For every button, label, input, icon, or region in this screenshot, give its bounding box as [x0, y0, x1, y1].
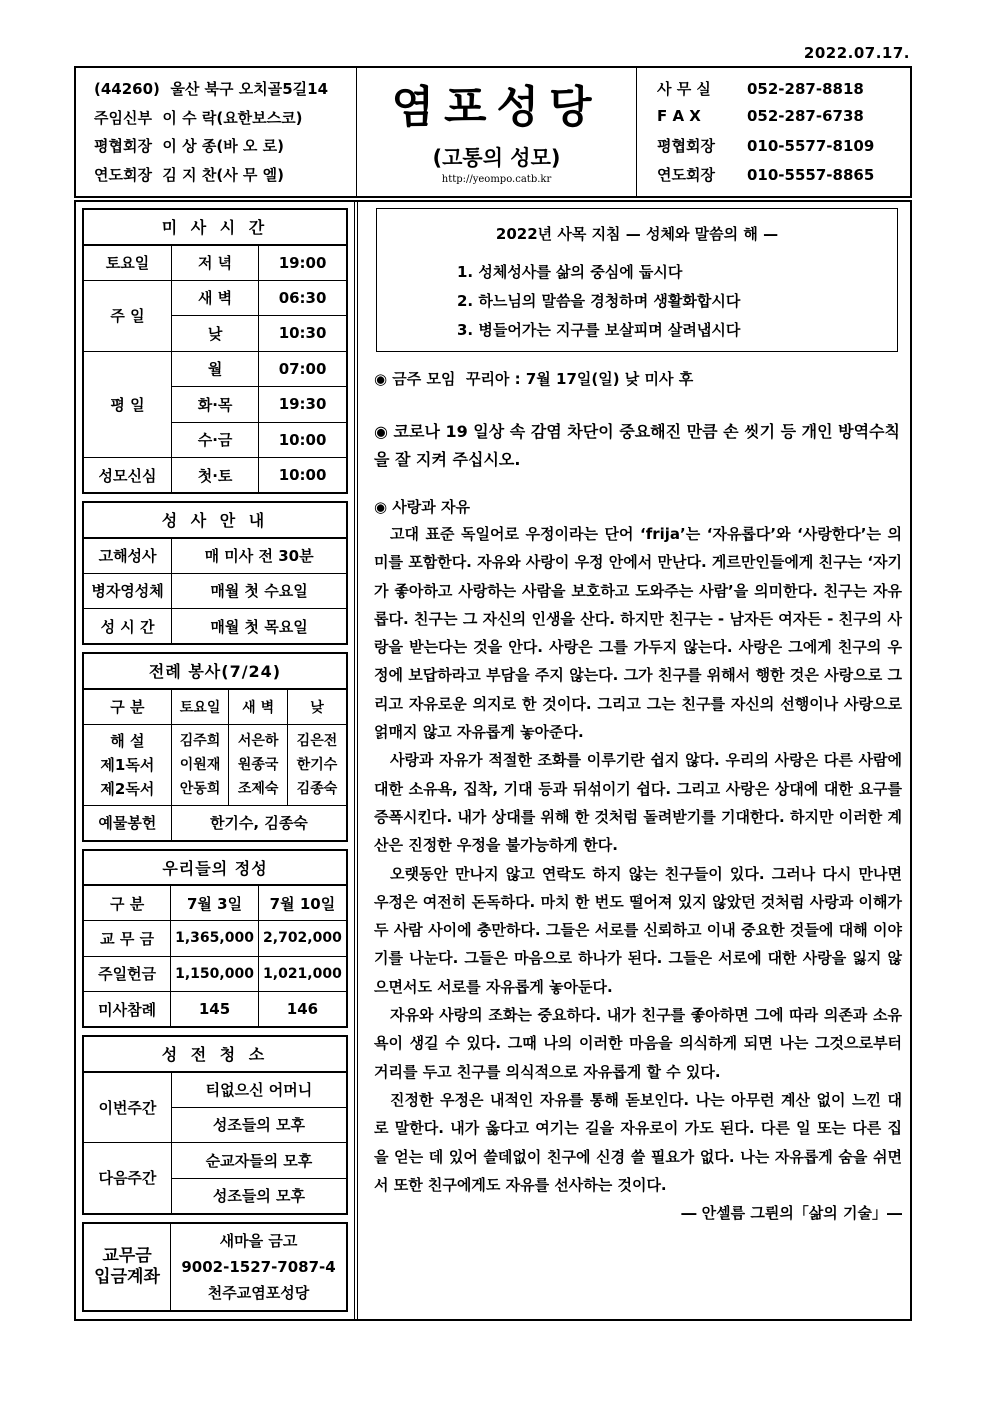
essay-body [374, 520, 902, 1227]
offering-title: 우리들의 정성 [83, 850, 347, 886]
covid-notice: ◉ 코로나 19 일상 속 감염 차단이 중요해진 만큼 손 씻기 등 개인 방역수칙을 잘 지켜 주십시오. [374, 422, 900, 469]
guideline-item: 1. 성체성사를 삶의 중심에 둡시다 [457, 263, 683, 281]
table-row: 성조들의 모후 [83, 1178, 347, 1214]
table-row: 고해성사 매 미사 전 30분 [83, 538, 347, 574]
left-column [82, 208, 348, 1312]
table-row: 평 일 월 07:00 [83, 351, 347, 387]
essay-paragraph: 고대 표준 독일어로 우정이라는 단어 ‘frija’는 ‘자유롭다’와 ‘사랑한다’는 의미를 포함한다. 자유와 사랑이 우정 안에서 만난다. 게르만인들에게 친구는 ‘자기가 좋아하고 사랑하는 사람을 보호하고 도와주는 사람’을 의미한다. 친구는 자유롭다. 친구는 그 자신의 인생을 산다. 하지만 친구는 - 남자든 여자든 - 친구의 사랑을 받는다는 것을 안다. 사랑은 그를 가두지 않는다. 사랑은 그에게 친구의 우정에 보답하라고 부담을 주지 않는다. 그가 친구를 위해서 행한 것은 사랑으로 그리고 자유로운 의지로 한 것이다. 그리고 그는 친구를 자신의 선행이나 사랑으로 얽매지 않고 자유롭게 놓아준다. [374, 525, 902, 742]
table-row: 성모신심 첫·토 10:00 [83, 458, 347, 494]
liturgy-table [82, 652, 348, 842]
mass-times-table [82, 208, 348, 494]
essay-paragraph: 자유와 사랑의 조화는 중요하다. 내가 친구를 좋아하면 그에 따라 의존과 소유욕이 생길 수 있다. 그때 나의 이러한 마음을 의식하게 되면 나는 그것으로부터 거리를 두고 친구를 의식적으로 자유롭게 할 수 있다. [374, 1006, 902, 1081]
parish-title: 염포성당 [391, 82, 602, 133]
bulletin-body [74, 200, 912, 1321]
contact-line: 연도회장 010-5557-8865 [657, 165, 875, 184]
column-divider [354, 202, 358, 1319]
table-row: 주 일 새 벽 06:30 [83, 280, 347, 316]
essay-paragraph: 사랑과 자유가 적절한 조화를 이루기란 쉽지 않다. 우리의 사랑은 다른 사람에 대한 소유욕, 집착, 기대 등과 뒤섞이기 쉽다. 그리고 사랑은 상대에 대한 요구를 증폭시킨다. 내가 상대를 위해 한 것처럼 돌려받기를 기대한다. 하지만 이러한 계산은 진정한 우정을 불가능하게 한다. [374, 751, 902, 855]
essay-title: ◉ 사랑과 자유 [374, 498, 470, 516]
parish-subtitle: (고통의 성모) [432, 146, 561, 170]
guideline-item: 3. 병들어가는 지구를 보살피며 살려냅시다 [457, 321, 741, 339]
table-row: 성조들의 모후 [83, 1107, 347, 1143]
table-row: 다음주간 순교자들의 모후 [83, 1143, 347, 1179]
parish-title-block [357, 68, 637, 196]
table-row: 병자영성체 매월 첫 수요일 [83, 573, 347, 609]
table-row: 교무금 입금계좌 새마을 금고 9002-1527-7087-4 천주교염포성당 [83, 1223, 347, 1311]
info-line: 연도회장 김 지 찬(사 무 엘) [94, 165, 284, 184]
table-row: 미사참례 145 146 [83, 992, 347, 1028]
table-row: 교 무 금 1,365,000 2,702,000 [83, 921, 347, 957]
parish-info [76, 68, 357, 196]
contact-line: F A X 052-287-6738 [657, 106, 864, 125]
table-row: 구 분 토요일 새 벽 낮 [83, 689, 347, 725]
table-row: 성 시 간 매월 첫 목요일 [83, 609, 347, 645]
sacrament-title: 성 사 안 내 [83, 502, 347, 538]
table-row: 낮 10:30 [83, 316, 347, 352]
cleaning-title: 성 전 청 소 [83, 1036, 347, 1072]
table-row: 이번주간 티없으신 어머니 [83, 1072, 347, 1108]
issue-date: 2022.07.17. [803, 44, 910, 62]
parish-url[interactable]: http://yeompo.catb.kr [441, 174, 552, 185]
bulletin-header [74, 66, 912, 198]
contact-line: 평협회장 010-5577-8109 [657, 137, 875, 155]
mass-times-title: 미 사 시 간 [83, 209, 347, 245]
table-row: 예물봉헌 한기수, 김종숙 [83, 805, 347, 841]
table-row: 토요일 저 녁 19:00 [83, 245, 347, 281]
pastoral-guideline-box [376, 208, 898, 352]
table-row: 수·금 10:00 [83, 422, 347, 458]
guideline-title: 2022년 사목 지침 — 성체와 말씀의 해 — [495, 225, 779, 243]
info-line: (44260) 울산 북구 오치골5길14 [94, 80, 329, 98]
essay-paragraph: 오랫동안 만나지 않고 연락도 하지 않는 친구들이 있다. 그러나 다시 만나면 우정은 여전히 돈독하다. 마치 한 번도 떨어져 있지 않았던 것처럼 사랑과 이해가 두 사람 사이에 충만하다. 그들은 서로를 신뢰하고 이내 중요한 것들에 대해 이야기를 나눈다. 그들은 마음으로 하나가 된다. 그들은 서로에 대한 사랑을 잃지 않으면서도 서로를 자유롭게 놓아둔다. [374, 864, 902, 996]
account-label: 교무금 입금계좌 [83, 1223, 171, 1311]
info-line: 평협회장 이 상 종(바 오 로) [94, 137, 284, 155]
sacrament-table [82, 501, 348, 645]
cleaning-table [82, 1035, 348, 1215]
table-row: 해 설 제1독서 제2독서 김주희 이원재 안동희 서은하 원종국 조제숙 김은전 한기수 김종숙 [83, 724, 347, 805]
contact-line: 사 무 실 052-287-8818 [657, 80, 864, 98]
essay-source: ― 안셀름 그륀의「삶의 기술」― [681, 1204, 902, 1223]
table-row: 화·목 19:30 [83, 387, 347, 423]
table-row: 주일헌금 1,150,000 1,021,000 [83, 956, 347, 992]
contact-info [637, 68, 912, 196]
weekly-meeting: ◉ 금주 모임 꾸리아 : 7월 17일(일) 낮 미사 후 [374, 370, 694, 388]
guideline-item: 2. 하느님의 말씀을 경청하며 생활화합시다 [457, 292, 741, 310]
essay-paragraph: 진정한 우정은 내적인 자유를 통해 돋보인다. 나는 아무런 계산 없이 느낀 대로 말한다. 내가 옳다고 여기는 길을 자유로이 가도 된다. 다른 일 또는 다른 집을 얻는 데 있어 쓸데없이 친구에 신경 쓸 필요가 없다. 나는 자유롭게 숨을 쉬면서 또한 친구에게도 자유를 선사하는 것이다. ― 안셀름 그륀의「삶의 기술」― [374, 1086, 902, 1199]
table-row: 구 분 7월 3일 7월 10일 [83, 885, 347, 921]
offering-table [82, 849, 348, 1029]
info-line: 주임신부 이 수 락(요한보스코) [94, 108, 303, 127]
liturgy-title: 전례 봉사(7/24) [83, 653, 347, 689]
account-table [82, 1222, 348, 1312]
